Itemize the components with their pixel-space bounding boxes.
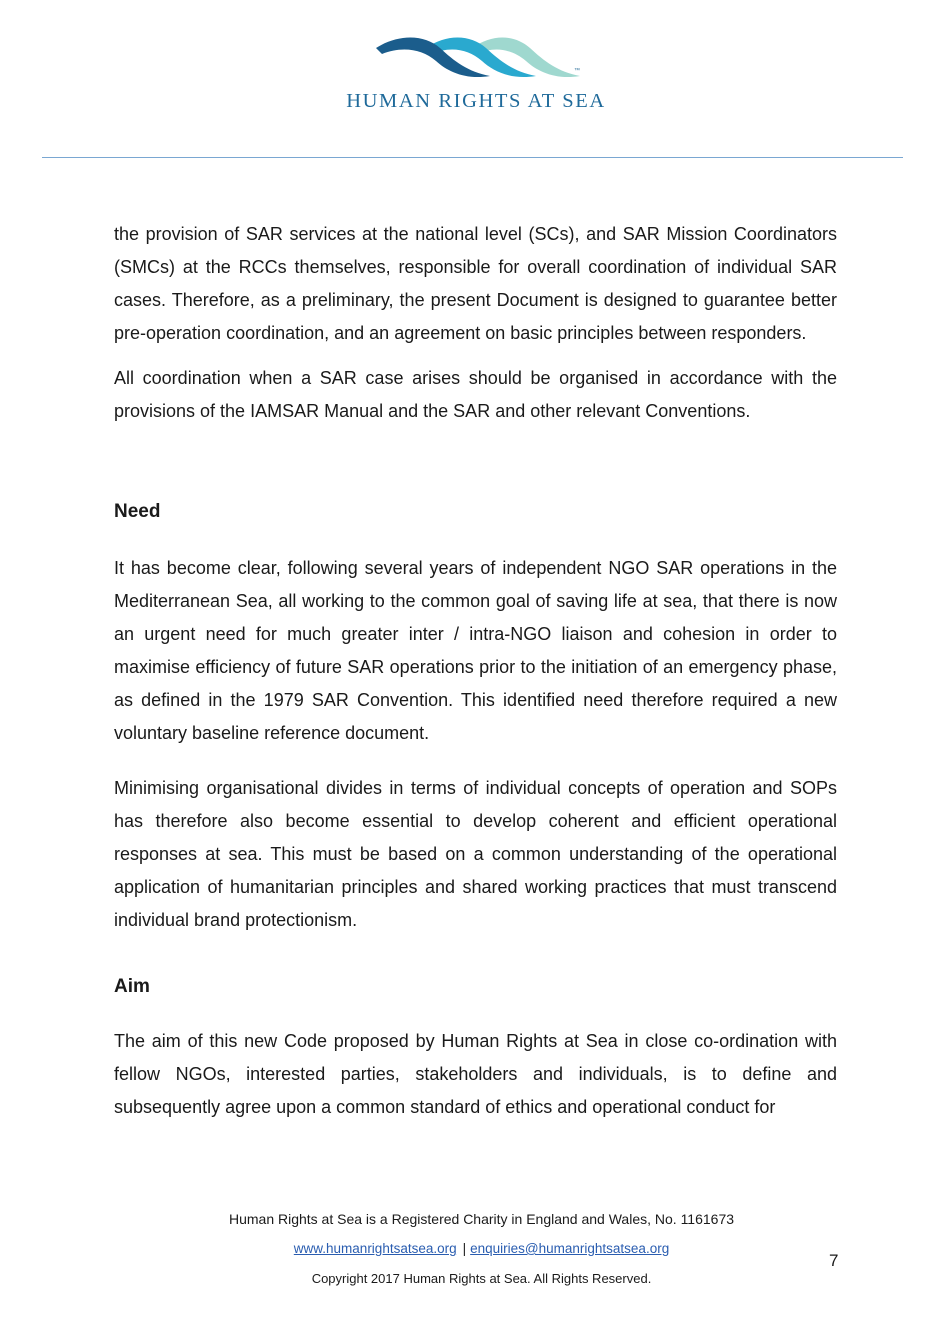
page-footer <box>114 1209 849 1289</box>
body-paragraph: Minimising organisational divides in terms of individual concepts of operation and SOPs has therefore also become essential to develop coherent and efficient operational responses at sea. This must be based on a common understanding of the operational application of humanitarian principles and shared working practices that must transcend individual brand protectionism. <box>114 778 837 930</box>
footer-links <box>114 1239 849 1259</box>
organization-logo <box>328 28 624 120</box>
document-body <box>114 218 837 1124</box>
email-link[interactable]: enquiries@humanrightsatsea.org <box>470 1241 670 1256</box>
copyright-notice: Copyright 2017 Human Rights at Sea. All Rights Reserved. <box>311 1271 652 1286</box>
organization-name: HUMAN RIGHTS AT SEA <box>346 90 606 112</box>
link-separator: | <box>462 1241 467 1256</box>
header-divider <box>42 157 903 158</box>
waves-logo-icon <box>374 34 584 82</box>
section-heading-need: Need <box>114 501 161 522</box>
page-number: 7 <box>829 1251 839 1270</box>
body-paragraph: It has become clear, following several years of independent NGO SAR operations in the Mediterranean Sea, all working to the common goal of saving life at sea, that there is now an urgent need for much greater inter / intra-NGO liaison and cohesion in order to maximise efficiency of future SAR operations prior to the initiation of an emergency phase, as defined in the 1979 SAR Convention. This identified need therefore required a new voluntary baseline reference document. <box>114 558 837 743</box>
section-heading-aim: Aim <box>114 976 150 997</box>
trademark-symbol: ™ <box>574 68 580 74</box>
website-link[interactable]: www.humanrightsatsea.org <box>293 1241 457 1256</box>
charity-notice: Human Rights at Sea is a Registered Charity in England and Wales, No. 1161673 <box>228 1211 735 1227</box>
body-paragraph: The aim of this new Code proposed by Human Rights at Sea in close co-ordination with fellow NGOs, interested parties, stakeholders and individuals, is to define and subsequently agree upon a common standard of ethics and operational conduct for <box>114 1031 837 1117</box>
body-paragraph: All coordination when a SAR case arises should be organised in accordance with the provisions of the IAMSAR Manual and the SAR and other relevant Conventions. <box>114 368 837 421</box>
body-paragraph: the provision of SAR services at the national level (SCs), and SAR Mission Coordinators (SMCs) at the RCCs themselves, responsible for overall coordination of individual SAR cases. Therefore, as a preliminary, the present Document is designed to guarantee better pre-operation coordination, and an agreement on basic principles between responders. <box>114 224 837 343</box>
